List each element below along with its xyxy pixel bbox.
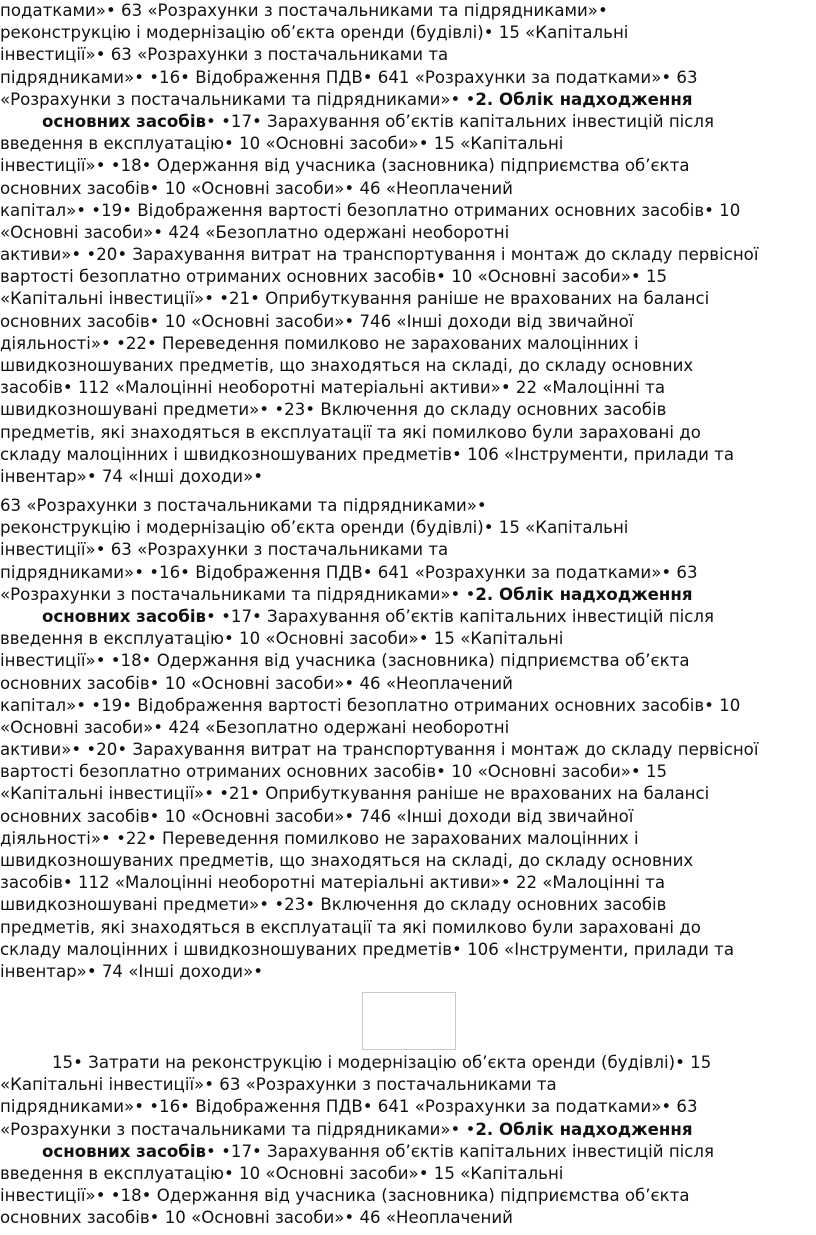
section-heading-continued: основних засобів [42,111,207,131]
text-line: діяльності»• •22• Переведення помилково не зарахованих малоцінних і [0,828,639,848]
text-line [0,584,816,606]
text-line: реконструкцію і модернізацію об’єкта оренди (будівлі)• 15 «Капітальні [0,23,629,43]
text-line: предметів, які знаходяться в експлуатації та які помилково були зараховані до [0,917,701,937]
text-line [0,1119,816,1141]
text-line: швидкозношуваних предметів, що знаходяться на складі, до складу основних [0,851,694,870]
text-line: введення в експлуатацію• 10 «Основні засоби»• 15 «Капітальні [0,1163,564,1183]
text-line [0,1141,816,1163]
text-block-2 [0,495,816,983]
text-fragment: • •17• Зарахування об’єктів капітальних інвестицій після [206,111,714,131]
text-line: введення в експлуатацію• 10 «Основні засоби»• 15 «Капітальні [0,134,564,154]
text-line: засобів• 112 «Малоцінні необоротні матеріальні активи»• 22 «Малоцінні та [0,873,665,893]
text-line: засобів• 112 «Малоцінні необоротні матеріальні активи»• 22 «Малоцінні та [0,378,665,398]
text-line: основних засобів• 10 «Основні засоби»• 46 «Неоплачений [0,1208,513,1228]
section-heading: 2. Облік надходження [475,89,693,109]
section-heading-continued: основних засобів [42,606,207,626]
text-fragment: «Розрахунки з постачальниками та підрядниками»• • [0,89,476,109]
text-line: основних засобів• 10 «Основні засоби»• 746 «Інші доходи від звичайної [0,806,634,826]
text-line: реконструкцію і модернізацію об’єкта оренди (будівлі)• 15 «Капітальні [0,518,629,538]
text-line: «Основні засоби»• 424 «Безоплатно одержані необоротні [0,717,510,737]
text-line: «Капітальні інвестиції»• •21• Оприбуткування раніше не врахованих на балансі [0,784,710,804]
text-line: діяльності»• •22• Переведення помилково не зарахованих малоцінних і [0,333,639,353]
section-heading-continued: основних засобів [42,1141,207,1161]
text-line: основних засобів• 10 «Основні засоби»• 46 «Неоплачений [0,178,513,198]
text-fragment: • •17• Зарахування об’єктів капітальних інвестицій після [206,606,714,626]
text-line: активи»• •20• Зарахування витрат на транспортування і монтаж до складу первісної [0,740,759,760]
text-fragment: «Розрахунки з постачальниками та підрядниками»• • [0,584,476,604]
text-line: податками»• 63 «Розрахунки з постачальниками та підрядниками»• [0,1,608,20]
text-line: інвестиції»• 63 «Розрахунки з постачальниками та [0,540,449,560]
text-block-1 [0,0,816,488]
text-line: активи»• •20• Зарахування витрат на транспортування і монтаж до складу первісної [0,245,759,265]
text-line: інвестиції»• 63 «Розрахунки з постачальниками та [0,45,449,65]
text-line: підрядниками»• •16• Відображення ПДВ• 641 «Розрахунки за податками»• 63 [0,562,698,582]
text-line: складу малоцінних і швидкозношуваних предметів• 106 «Інструменти, прилади та [0,444,734,464]
text-line: капітал»• •19• Відображення вартості безоплатно отриманих основних засобів• 10 [0,200,741,220]
text-line: інвестиції»• •18• Одержання від учасника (засновника) підприємства об’єкта [0,651,690,671]
text-line: «Капітальні інвестиції»• 63 «Розрахунки з постачальниками та [0,1075,557,1095]
section-heading: 2. Облік надходження [475,1119,693,1139]
image-placeholder [362,992,456,1050]
text-line: 15• Затрати на реконструкцію і модернізацію об’єкта оренди (будівлі)• 15 [52,1053,712,1072]
text-line: інвентар»• 74 «Інші доходи»• [0,961,264,981]
text-fragment: «Розрахунки з постачальниками та підрядниками»• • [0,1119,476,1139]
text-line: швидкозношувані предмети»• •23• Включення до складу основних засобів [0,400,667,420]
text-line [0,89,816,111]
text-line: основних засобів• 10 «Основні засоби»• 46 «Неоплачений [0,673,513,693]
text-line [0,111,816,133]
text-line: введення в експлуатацію• 10 «Основні засоби»• 15 «Капітальні [0,629,564,649]
text-line: швидкозношувані предмети»• •23• Включення до складу основних засобів [0,895,667,915]
text-line: «Капітальні інвестиції»• •21• Оприбуткування раніше не врахованих на балансі [0,289,710,309]
text-line: складу малоцінних і швидкозношуваних предметів• 106 «Інструменти, прилади та [0,939,734,959]
text-line: інвентар»• 74 «Інші доходи»• [0,466,264,486]
text-line: 63 «Розрахунки з постачальниками та підрядниками»• [0,496,487,515]
text-line: підрядниками»• •16• Відображення ПДВ• 641 «Розрахунки за податками»• 63 [0,67,698,87]
text-line: швидкозношуваних предметів, що знаходяться на складі, до складу основних [0,356,694,375]
text-line: вартості безоплатно отриманих основних засобів• 10 «Основні засоби»• 15 [0,762,668,782]
text-line: інвестиції»• •18• Одержання від учасника (засновника) підприємства об’єкта [0,156,690,176]
text-line: предметів, які знаходяться в експлуатації та які помилково були зараховані до [0,422,701,442]
text-line: капітал»• •19• Відображення вартості безоплатно отриманих основних засобів• 10 [0,695,741,715]
text-line: інвестиції»• •18• Одержання від учасника (засновника) підприємства об’єкта [0,1186,690,1206]
text-line: підрядниками»• •16• Відображення ПДВ• 641 «Розрахунки за податками»• 63 [0,1097,698,1117]
section-heading: 2. Облік надходження [475,584,693,604]
text-line [0,606,816,628]
text-fragment: • •17• Зарахування об’єктів капітальних інвестицій після [206,1141,714,1161]
text-line: «Основні засоби»• 424 «Безоплатно одержані необоротні [0,222,510,242]
text-line: вартості безоплатно отриманих основних засобів• 10 «Основні засоби»• 15 [0,267,668,287]
text-block-3 [0,1052,816,1230]
text-line: основних засобів• 10 «Основні засоби»• 746 «Інші доходи від звичайної [0,311,634,331]
